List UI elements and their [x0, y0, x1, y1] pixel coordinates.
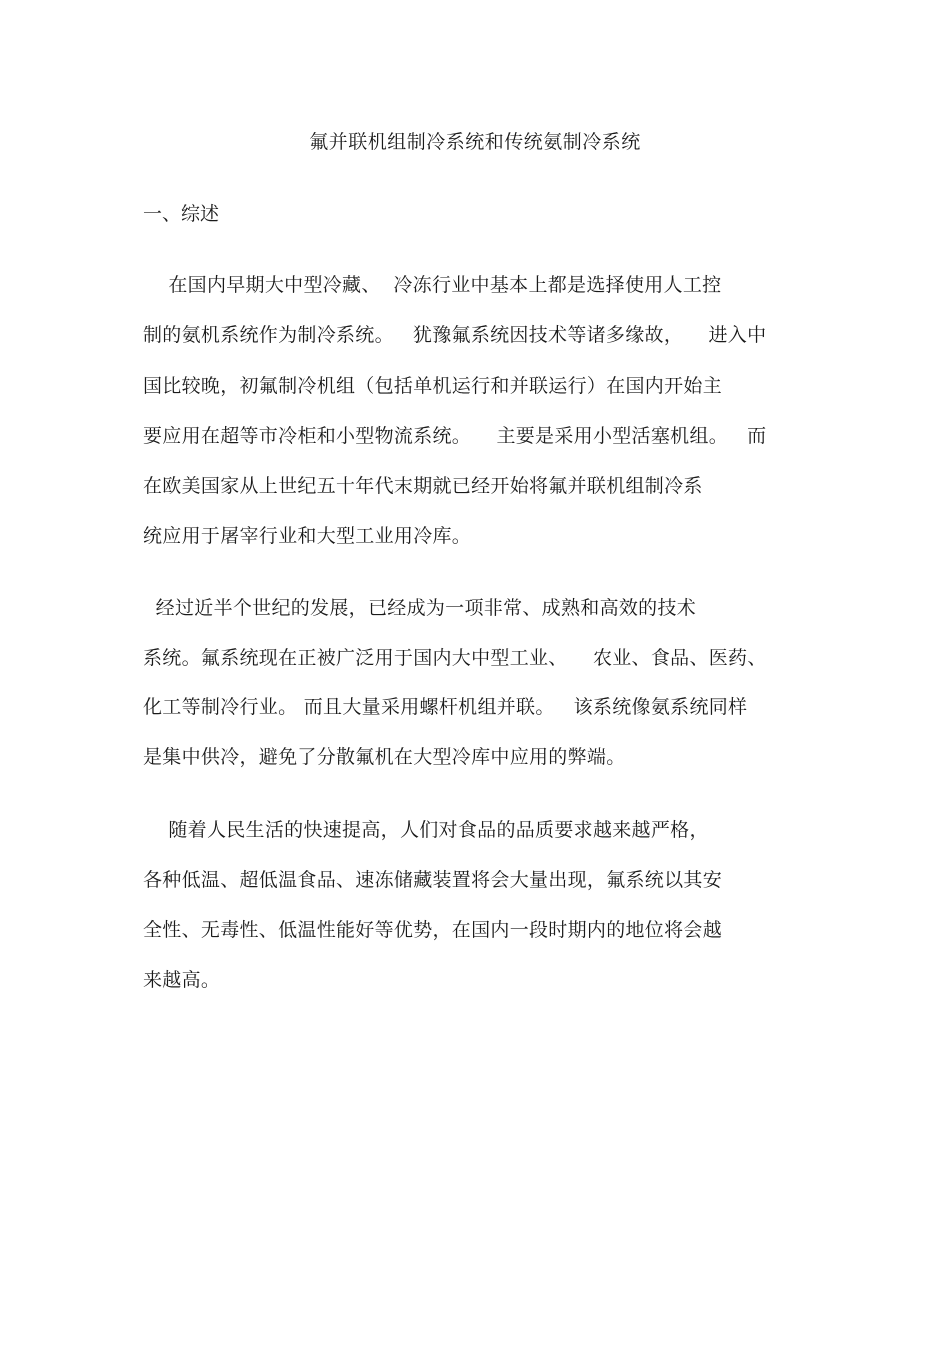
paragraph-line: 全性、无毒性、低温性能好等优势，在国内一段时期内的地位将会越	[143, 919, 723, 941]
paragraph-line: 国比较晚，初氟制冷机组（包括单机运行和并联运行）在国内开始主	[143, 375, 723, 397]
paragraph-line: 制的氨机系统作为制冷系统。 犹豫氟系统因技术等诸多缘故， 进入中	[143, 324, 767, 346]
paragraph-line: 化工等制冷行业。 而且大量采用螺杆机组并联。 该系统像氨系统同样	[143, 696, 748, 718]
paragraph-line: 在欧美国家从上世纪五十年代末期就已经开始将氟并联机组制冷系	[143, 475, 703, 497]
section-heading: 一、综述	[143, 203, 220, 225]
paragraph-line: 要应用在超等市冷柜和小型物流系统。 主要是采用小型活塞机组。 而	[143, 425, 767, 447]
paragraph-line: 在国内早期大中型冷藏、 冷冻行业中基本上都是选择使用人工控	[143, 274, 722, 296]
paragraph-line: 各种低温、超低温食品、速冻储藏装置将会大量出现，氟系统以其安	[143, 869, 723, 891]
paragraph-line: 来越高。	[143, 969, 221, 991]
paragraph-line: 经过近半个世纪的发展，已经成为一项非常、成熟和高效的技术	[143, 597, 697, 619]
paragraph-line: 统应用于屠宰行业和大型工业用冷库。	[143, 525, 472, 547]
paragraph-line: 是集中供冷，避免了分散氟机在大型冷库中应用的弊端。	[143, 746, 626, 768]
paragraph-line: 随着人民生活的快速提高，人们对食品的品质要求越来越严格，	[143, 819, 709, 841]
document-title: 氟并联机组制冷系统和传统氨制冷系统	[309, 131, 641, 153]
paragraph-line: 系统。氟系统现在正被广泛用于国内大中型工业、 农业、食品、医药、	[143, 647, 767, 669]
